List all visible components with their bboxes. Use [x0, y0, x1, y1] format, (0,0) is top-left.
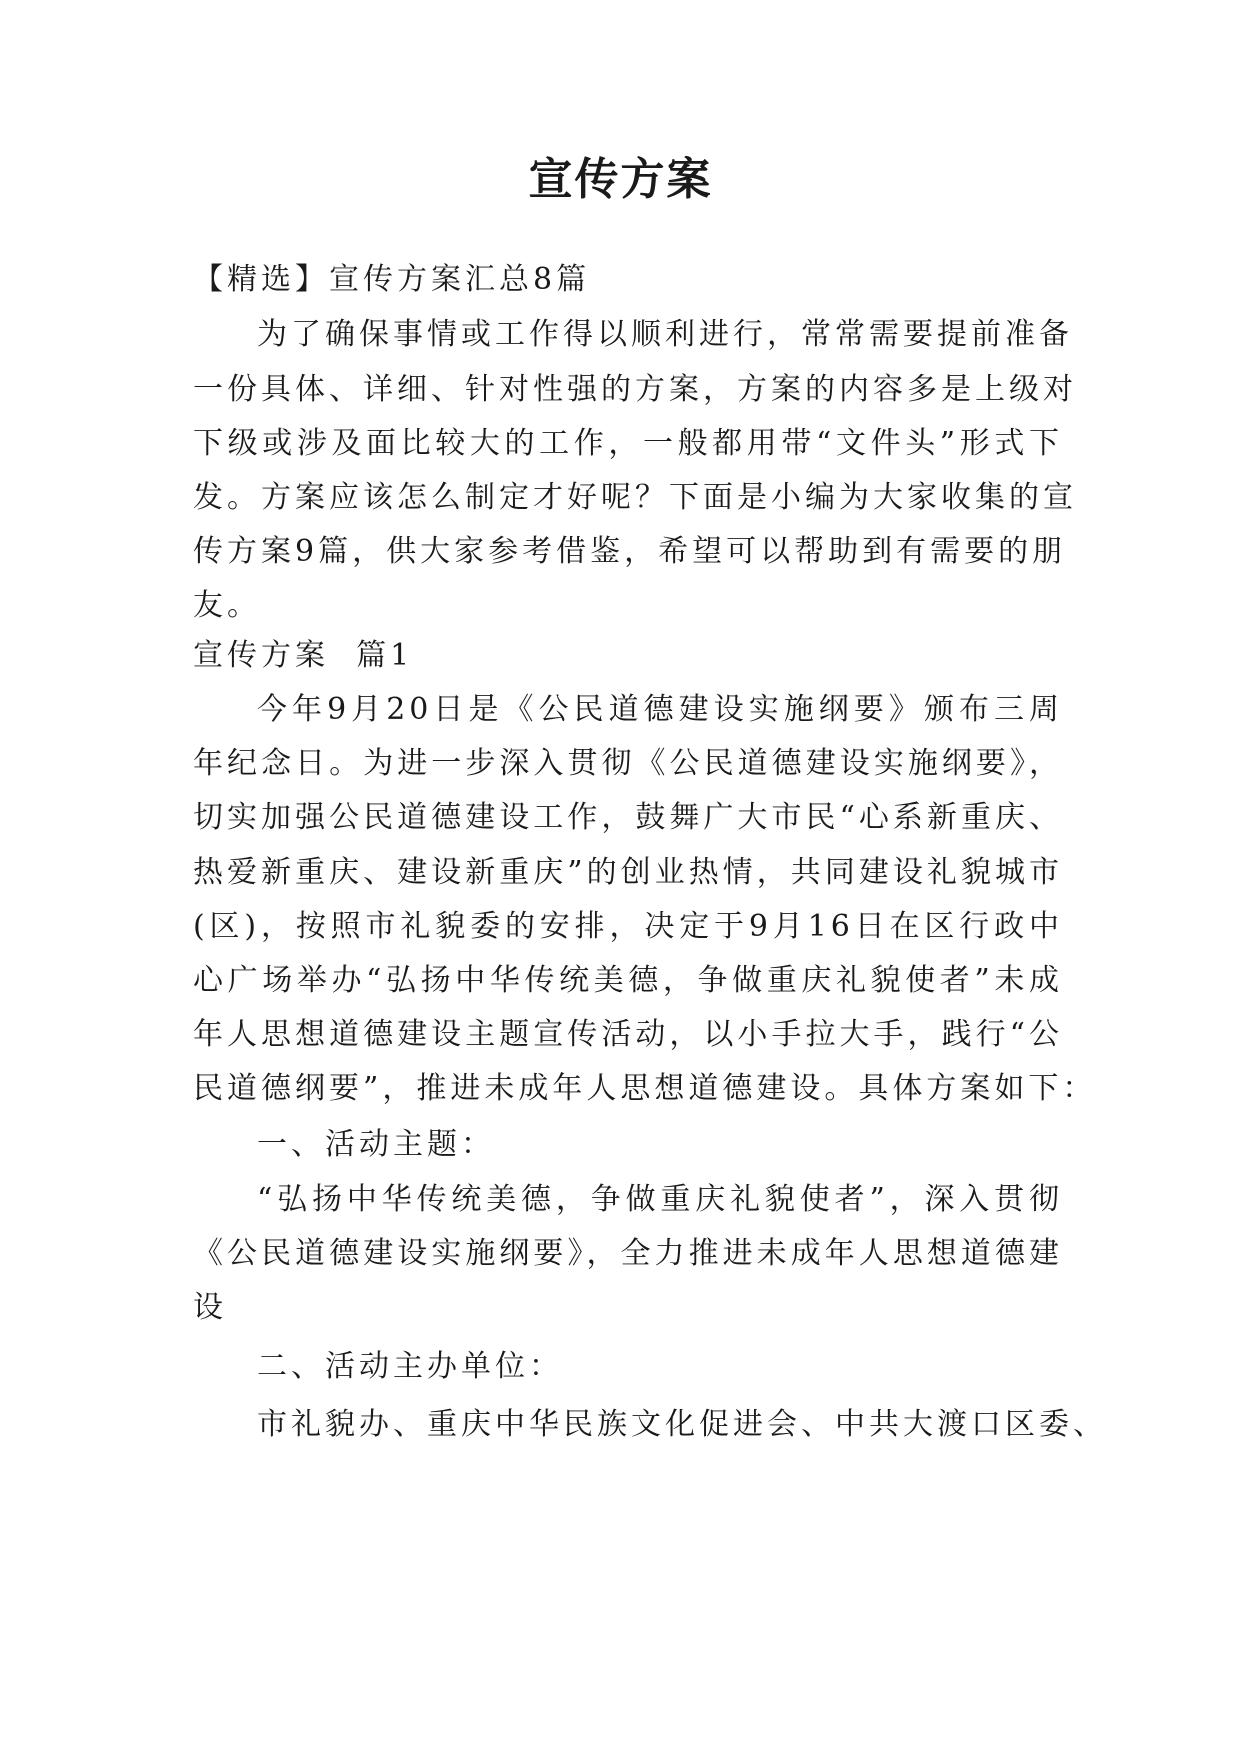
intro-line: 发。方案应该怎么制定才好呢？下面是小编为大家收集的宣 — [193, 480, 1077, 515]
paragraph-line: 热爱新重庆、建设新重庆”的创业热情，共同建设礼貌城市 — [193, 855, 1063, 890]
document-title: 宣传方案 — [528, 154, 713, 205]
paragraph-line: 设 — [193, 1290, 227, 1325]
paragraph-line: 年纪念日。为进一步深入贯彻《公民道德建设实施纲要》， — [193, 746, 1063, 781]
paragraph-line: 市礼貌办、重庆中华民族文化促进会、中共大渡口区委、 — [257, 1407, 1107, 1442]
paragraph-line: “弘扬中华传统美德，争做重庆礼貌使者”，深入贯彻 — [257, 1182, 1063, 1217]
intro-line: 友。 — [193, 588, 261, 623]
intro-line: 传方案9篇，供大家参考借鉴，希望可以帮助到有需要的朋 — [193, 534, 1067, 569]
paragraph-line: 年人思想道德建设主题宣传活动，以小手拉大手，践行“公 — [193, 1017, 1063, 1052]
intro-line: 为了确保事情或工作得以顺利进行，常常需要提前准备 — [257, 317, 1073, 352]
paragraph-line: 心广场举办“弘扬中华传统美德，争做重庆礼貌使者”未成 — [193, 963, 1063, 998]
section-heading: 宣传方案 篇1 — [193, 638, 414, 673]
paragraph-line: 民道德纲要”，推进未成年人思想道德建设。具体方案如下： — [193, 1071, 1097, 1106]
item-heading: 二、活动主办单位： — [257, 1349, 563, 1384]
paragraph-line: 今年9月20日是《公民道德建设实施纲要》颁布三周 — [257, 692, 1063, 727]
document-subtitle: 【精选】宣传方案汇总8篇 — [193, 262, 591, 297]
item-heading: 一、活动主题： — [257, 1127, 495, 1162]
intro-line: 一份具体、详细、针对性强的方案，方案的内容多是上级对 — [193, 372, 1077, 407]
paragraph-line: (区)，按照市礼貌委的安排，决定于9月16日在区行政中 — [193, 909, 1063, 944]
paragraph-line: 切实加强公民道德建设工作，鼓舞广大市民“心系新重庆、 — [193, 800, 1063, 835]
intro-line: 下级或涉及面比较大的工作，一般都用带“文件头”形式下 — [193, 426, 1063, 461]
paragraph-line: 《公民道德建设实施纲要》，全力推进未成年人思想道德建 — [193, 1236, 1063, 1271]
